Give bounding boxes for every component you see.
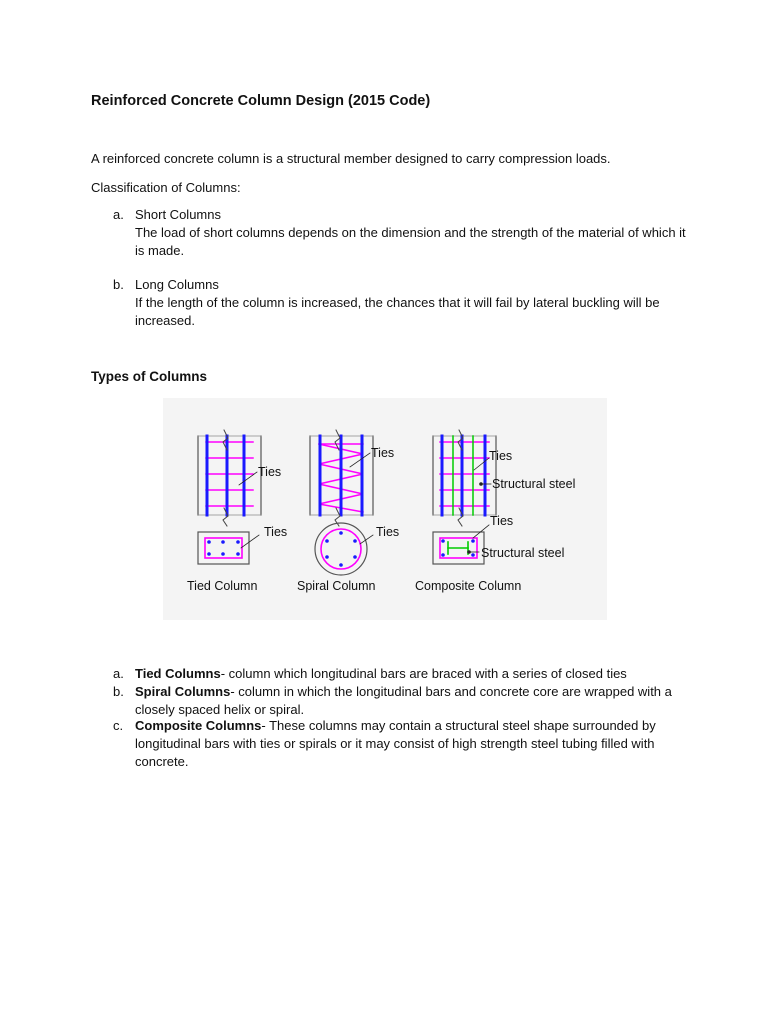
spiral-column-caption: Spiral Column: [297, 579, 376, 593]
list-marker: a.: [113, 207, 124, 222]
document-title: Reinforced Concrete Column Design (2015 Code): [91, 93, 431, 109]
type-term: Tied Columns: [135, 666, 221, 681]
composite-ties-leader: [474, 458, 489, 470]
spiral-column-elevation: [310, 430, 373, 526]
tied-section-ties-label: Ties: [264, 525, 288, 539]
composite-column-elevation: [433, 430, 496, 526]
composite-section-ties-label: Ties: [490, 514, 514, 528]
list-marker: c.: [113, 718, 124, 733]
tied-ties-label: Ties: [258, 465, 282, 479]
type-definition: - column which longitudinal bars are braced with a series of closed ties: [220, 666, 627, 681]
spiral-ties-label: Ties: [371, 446, 395, 460]
type-item-tied: [113, 665, 693, 683]
intro-paragraph: A reinforced concrete column is a structural member designed to carry compression loads.: [91, 151, 611, 166]
type-term: Spiral Columns: [135, 684, 231, 699]
type-term: Composite Columns: [135, 718, 262, 733]
list-marker: b.: [113, 277, 124, 292]
list-marker: a.: [113, 666, 124, 681]
list-marker: b.: [113, 684, 124, 699]
type-definition: - column in which the longitudinal bars and concrete core are wrapped with a closely spaced helix or spiral.: [135, 684, 672, 717]
composite-section-steel-label: Structural steel: [481, 546, 565, 560]
classification-item-long: [113, 276, 693, 330]
column-types-diagram: [163, 398, 607, 620]
classification-item-short: [113, 206, 693, 260]
types-heading: Types of Columns: [91, 369, 208, 384]
tied-column-section: [198, 532, 259, 564]
type-definition: - These columns may contain a structural steel shape surrounded by longitudinal bars with ties or spirals or it may consist of high strength steel tubing filled with concrete.: [135, 718, 656, 769]
column-types-figure: [163, 398, 607, 620]
composite-column-caption: Composite Column: [415, 579, 522, 593]
classification-name: Long Columns: [135, 277, 219, 292]
spiral-column-section: [315, 523, 373, 575]
composite-ties-label: Ties: [489, 449, 513, 463]
tied-column-caption: Tied Column: [187, 579, 258, 593]
type-item-spiral: [113, 683, 693, 719]
tied-column-elevation: [198, 430, 261, 526]
classification-name: Short Columns: [135, 207, 221, 222]
type-item-composite: [113, 717, 693, 771]
classification-description: The load of short columns depends on the dimension and the strength of the material of which it is made.: [135, 225, 686, 258]
classification-heading: Classification of Columns:: [91, 180, 241, 195]
classification-description: If the length of the column is increased, the chances that it will fail by lateral buckling will be increased.: [135, 295, 660, 328]
spiral-section-ties-label: Ties: [376, 525, 400, 539]
composite-steel-label: Structural steel: [492, 477, 576, 491]
